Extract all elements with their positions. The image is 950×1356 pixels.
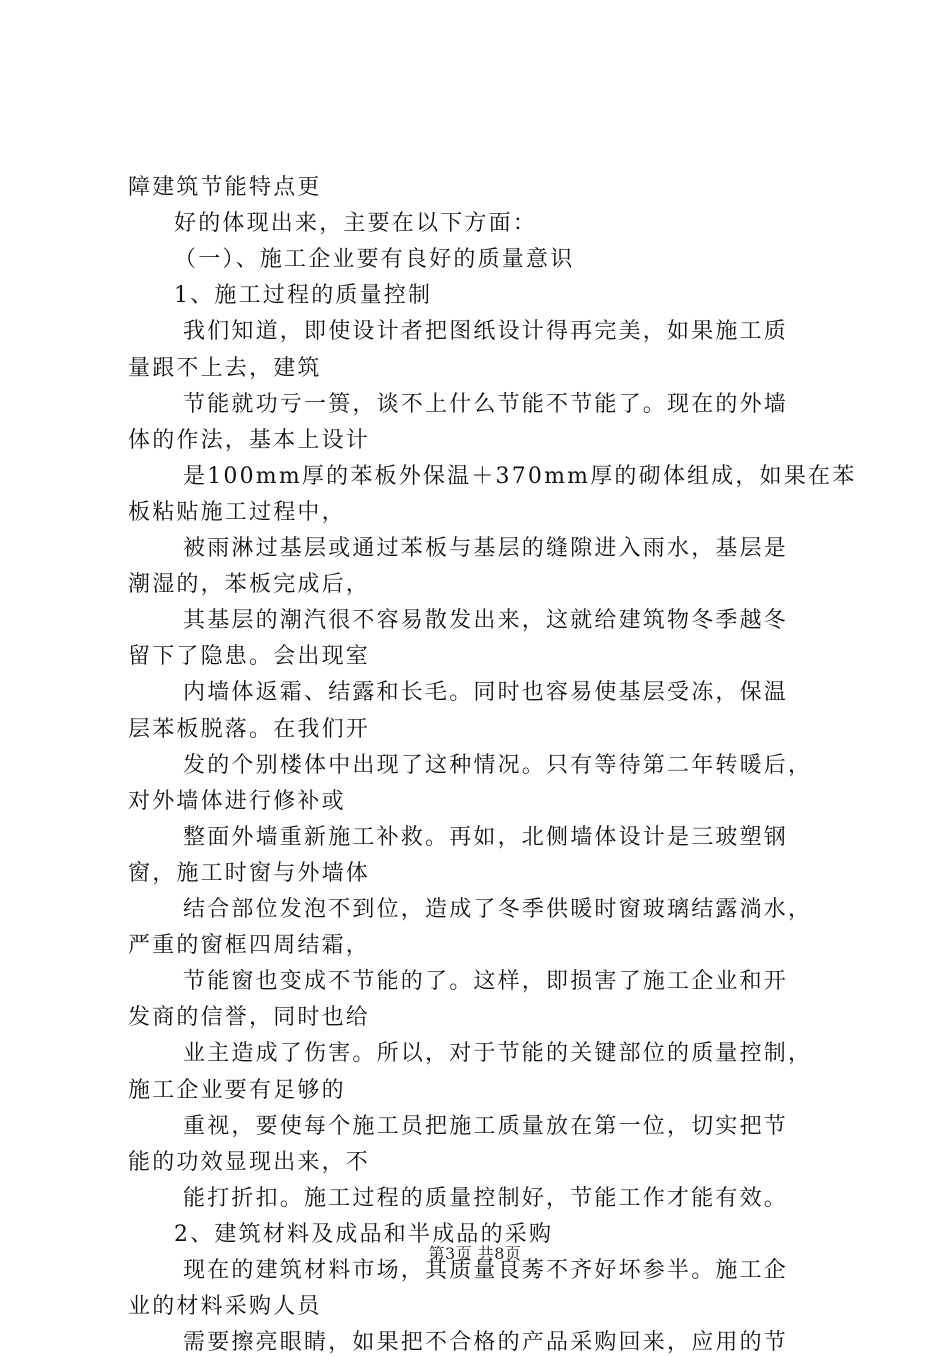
- text-line: （一）、施工企业要有良好的质量意识: [174, 247, 575, 272]
- text-line: 被雨淋过基层或通过苯板与基层的缝隙进入雨水，基层是: [183, 536, 789, 561]
- text-line: 内墙体返霜、结露和长毛。同时也容易使基层受冻，保温: [183, 680, 789, 705]
- text-line: 障建筑节能特点更: [128, 175, 322, 200]
- text-line: 重视，要使每个施工员把施工质量放在第一位，切实把节: [183, 1114, 789, 1139]
- text-line: 留下了隐患。会出现室: [128, 644, 371, 669]
- text-line: 发的个别楼体中出现了这种情况。只有等待第二年转暖后，: [183, 753, 813, 778]
- page-footer: 第3页 共8页: [428, 1244, 522, 1263]
- text-line: 节能就功亏一篑，谈不上什么节能不节能了。现在的外墙: [183, 392, 789, 417]
- text-line: 窗，施工时窗与外墙体: [128, 861, 371, 886]
- text-line: 结合部位发泡不到位，造成了冬季供暖时窗玻璃结露淌水，: [183, 897, 813, 922]
- text-line: 需要擦亮眼睛，如果把不合格的产品采购回来，应用的节: [183, 1330, 789, 1355]
- text-line: 我们知道，即使设计者把图纸设计得再完美，如果施工质: [183, 319, 789, 344]
- text-line: 量跟不上去，建筑: [128, 356, 322, 381]
- text-line: 严重的窗框四周结霜，: [128, 933, 371, 958]
- text-line: 体的作法，基本上设计: [128, 428, 371, 453]
- text-line: 其基层的潮汽很不容易散发出来，这就给建筑物冬季越冬: [183, 608, 789, 633]
- text-line: 1、施工过程的质量控制: [174, 283, 433, 308]
- text-line: 现在的建筑材料市场，其质量良莠不齐好坏参半。施工企: [183, 1258, 789, 1283]
- text-line: 板粘贴施工过程中，: [128, 500, 346, 525]
- text-line: 发商的信誉，同时也给: [128, 1005, 371, 1030]
- text-line: 施工企业要有足够的: [128, 1078, 346, 1103]
- text-line: 潮湿的，苯板完成后，: [128, 572, 371, 597]
- text-line: 好的体现出来，主要在以下方面：: [174, 211, 538, 236]
- text-line: 业主造成了伤害。所以，对于节能的关键部位的质量控制，: [183, 1041, 813, 1066]
- text-line: 整面外墙重新施工补救。再如，北侧墙体设计是三玻塑钢: [183, 825, 789, 850]
- text-line: 层苯板脱落。在我们开: [128, 717, 371, 742]
- text-line: 能打折扣。施工过程的质量控制好，节能工作才能有效。: [183, 1186, 789, 1211]
- text-line: 对外墙体进行修补或: [128, 789, 346, 814]
- text-line: 2、建筑材料及成品和半成品的采购: [174, 1222, 554, 1247]
- text-line: 业的材料采购人员: [128, 1294, 322, 1319]
- text-line: 能的功效显现出来，不: [128, 1150, 371, 1175]
- text-line: 是100mm厚的苯板外保温＋370mm厚的砌体组成，如果在苯: [183, 464, 857, 489]
- text-line: 节能窗也变成不节能的了。这样，即损害了施工企业和开: [183, 969, 789, 994]
